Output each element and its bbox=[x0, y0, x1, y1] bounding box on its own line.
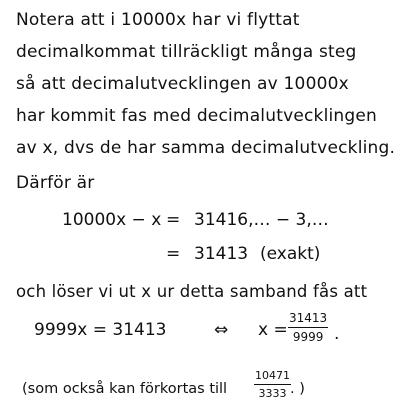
equation-1-rhs: 31416,… − 3,… bbox=[194, 210, 329, 230]
equation-3-x-equals: x = bbox=[258, 320, 288, 340]
equation-3-period: . bbox=[334, 324, 340, 344]
simplification-note-end: . ) bbox=[290, 381, 305, 397]
equation-2-rhs: 31413 bbox=[194, 244, 249, 264]
fraction-bar bbox=[288, 327, 328, 328]
text-line-3: så att decimalutvecklingen av 10000x bbox=[16, 74, 349, 94]
text-line-2: decimalkommat tillräckligt många steg bbox=[16, 42, 357, 62]
equivalence-arrow: ⇔ bbox=[214, 320, 229, 340]
text-line-1: Notera att i 10000x har vi flyttat bbox=[16, 10, 300, 30]
fraction-numerator: 31413 bbox=[289, 311, 328, 325]
fraction-denominator: 9999 bbox=[292, 330, 324, 344]
fraction-denominator: 3333 bbox=[258, 387, 287, 400]
equation-1-equals: = bbox=[166, 210, 181, 230]
fraction-31413-over-9999 bbox=[288, 312, 328, 343]
text-line-6: Därför är bbox=[16, 173, 95, 193]
equation-2-note: (exakt) bbox=[260, 244, 321, 264]
text-line-7: och löser vi ut x ur detta samband fås att bbox=[16, 282, 368, 301]
equation-2-equals: = bbox=[166, 244, 181, 264]
equation-3-lhs: 9999x = 31413 bbox=[34, 320, 167, 340]
fraction-bar bbox=[254, 384, 291, 385]
simplification-note-start: (som också kan förkortas till bbox=[22, 381, 228, 397]
equation-1-lhs: 10000x − x bbox=[62, 210, 162, 230]
fraction-numerator: 10471 bbox=[255, 369, 290, 382]
text-line-5: av x, dvs de har samma decimalutveckling. bbox=[16, 138, 396, 158]
text-line-4: har kommit fas med decimalutvecklingen bbox=[16, 106, 378, 126]
fraction-10471-over-3333 bbox=[254, 370, 291, 399]
